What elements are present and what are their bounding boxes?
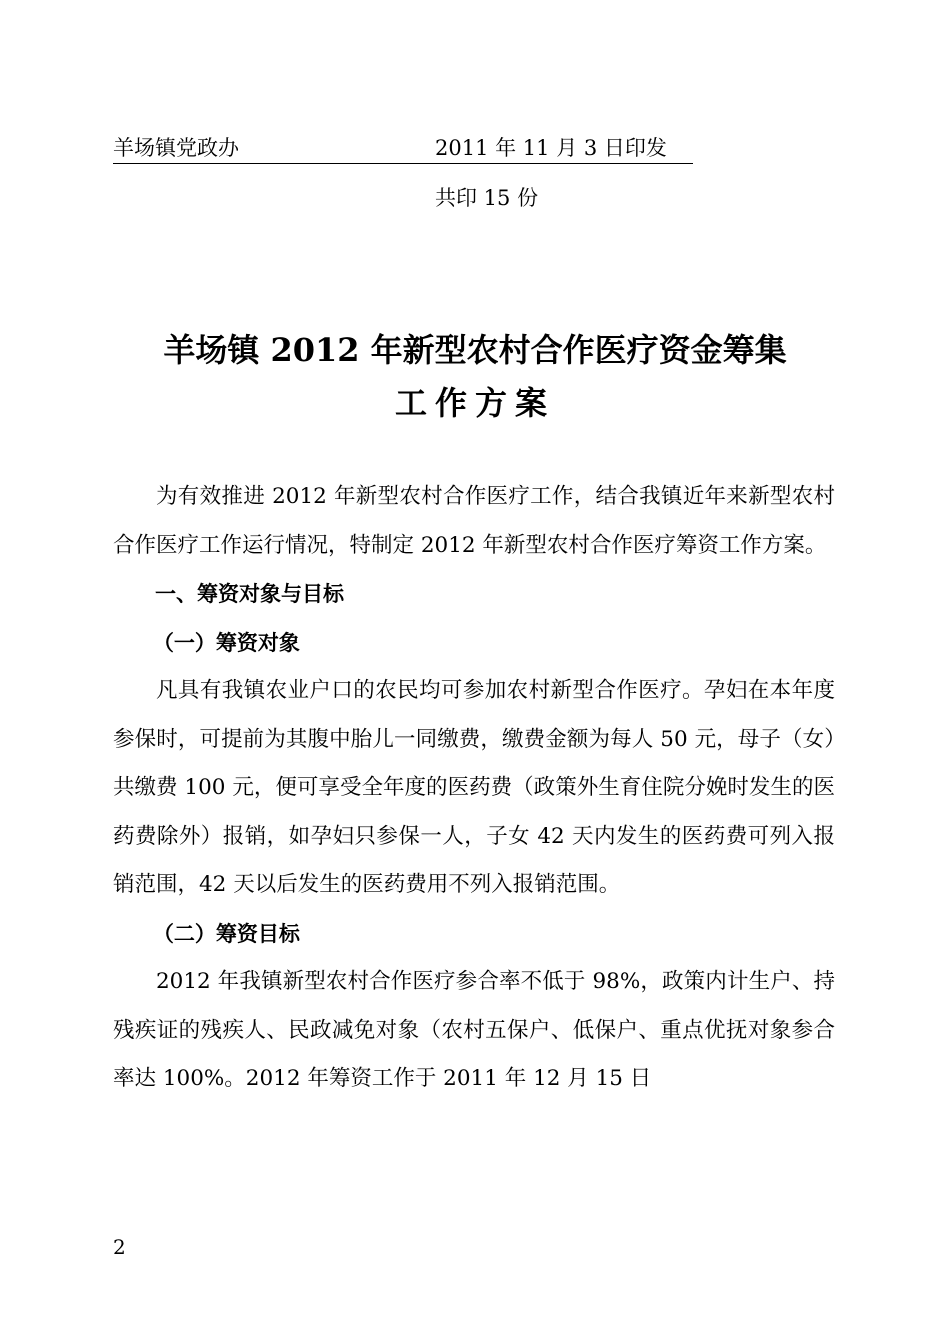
document-body	[113, 473, 835, 1104]
page-number: 2	[113, 1235, 126, 1259]
body-paragraph: 凡具有我镇农业户口的农民均可参加农村新型合作医疗。孕妇在本年度参保时，可提前为其腹中胎儿一同缴费，缴费金额为每人 50 元，母子（女）共缴费 100 元，便可享受全年度的医药费（政策外生育住院分娩时发生的医药费除外）报销，如孕妇只参保一人，子女 42 天内发生的医药费可列入报销范围，42 天以后发生的医药费用不列入报销范围。	[113, 678, 835, 897]
copies-count: 共印 15 份	[435, 186, 539, 210]
section-heading: 一、筹资对象与目标	[155, 582, 344, 606]
subsection-heading: （二）筹资目标	[152, 921, 300, 946]
issue-date: 2011 年 11 月 3 日印发	[435, 136, 667, 160]
issue-line	[113, 133, 693, 164]
intro-paragraph: 为有效推进 2012 年新型农村合作医疗工作，结合我镇近年来新型农村合作医疗工作运行情况，特制定 2012 年新型农村合作医疗筹资工作方案。	[113, 484, 835, 558]
document-title-line-2: 工作方案	[394, 384, 555, 422]
body-paragraph: 2012 年我镇新型农村合作医疗参合率不低于 98%，政策内计生户、持残疾证的残疾人、民政减免对象（农村五保户、低保户、重点优抚对象参合率达 100%。2012 年筹资工作于 2011 年 12 月 15 日	[113, 969, 835, 1091]
document-title-line-1: 羊场镇 2012 年新型农村合作医疗资金筹集	[163, 331, 787, 369]
subsection-heading: （一）筹资对象	[152, 630, 300, 655]
issuer: 羊场镇党政办	[113, 136, 239, 160]
